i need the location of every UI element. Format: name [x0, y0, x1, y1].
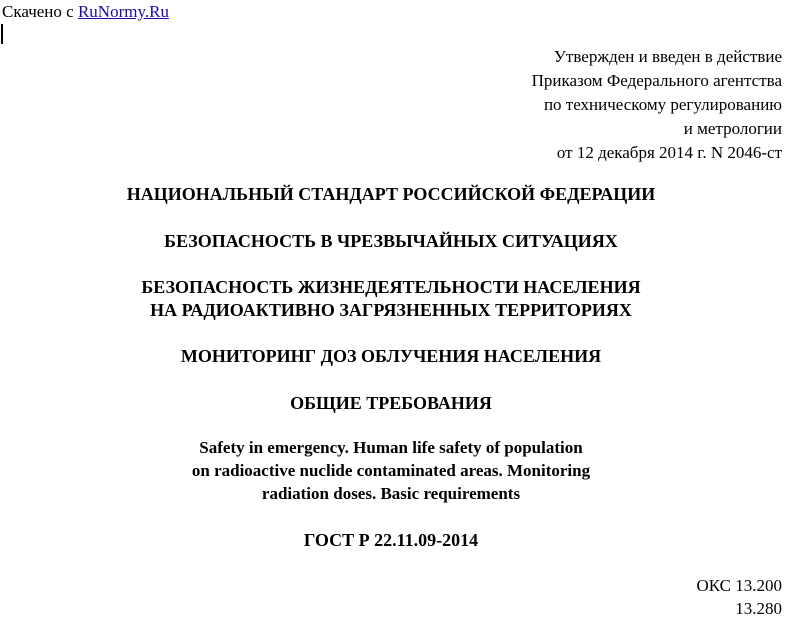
english-title-line2: on radioactive nuclide contaminated areas. Monitoring — [191, 461, 591, 480]
monitoring-title: МОНИТОРИНГ ДОЗ ОБЛУЧЕНИЯ НАСЕЛЕНИЯ — [180, 346, 602, 366]
oks-code-line2: 13.280 — [735, 599, 782, 618]
approval-line: по техническому регулированию — [543, 95, 782, 114]
approval-line: Утвержден и введен в действие — [553, 47, 782, 66]
general-requirements-title: ОБЩИЕ ТРЕБОВАНИЯ — [290, 393, 492, 413]
english-title-line1: Safety in emergency. Human life safety of population — [199, 438, 583, 457]
national-standard-title: НАЦИОНАЛЬНЫЙ СТАНДАРТ РОССИЙСКОЙ ФЕДЕРАЦИИ — [126, 184, 656, 204]
download-source-line — [2, 1, 169, 23]
approval-line: от 12 декабря 2014 г. N 2046-ст — [556, 143, 782, 162]
gost-number: ГОСТ Р 22.11.09-2014 — [303, 530, 479, 550]
oks-code-line1: ОКС 13.200 — [696, 576, 782, 595]
oks-codes — [696, 574, 782, 620]
text-cursor — [1, 24, 3, 44]
runormy-link[interactable]: RuNormy.Ru — [77, 2, 169, 21]
english-title-line3: radiation doses. Basic requirements — [261, 484, 521, 503]
download-source-prefix: Скачено с — [2, 2, 78, 21]
approval-line: и метрологии — [683, 119, 782, 138]
approval-block — [532, 45, 782, 165]
approval-line: Приказом Федерального агентства — [531, 71, 782, 90]
subsection-title-line1: БЕЗОПАСНОСТЬ ЖИЗНЕДЕЯТЕЛЬНОСТИ НАСЕЛЕНИЯ — [141, 277, 641, 297]
subsection-title-line2: НА РАДИОАКТИВНО ЗАГРЯЗНЕННЫХ ТЕРРИТОРИЯХ — [150, 300, 632, 320]
section-title: БЕЗОПАСНОСТЬ В ЧРЕЗВЫЧАЙНЫХ СИТУАЦИЯХ — [164, 231, 618, 251]
